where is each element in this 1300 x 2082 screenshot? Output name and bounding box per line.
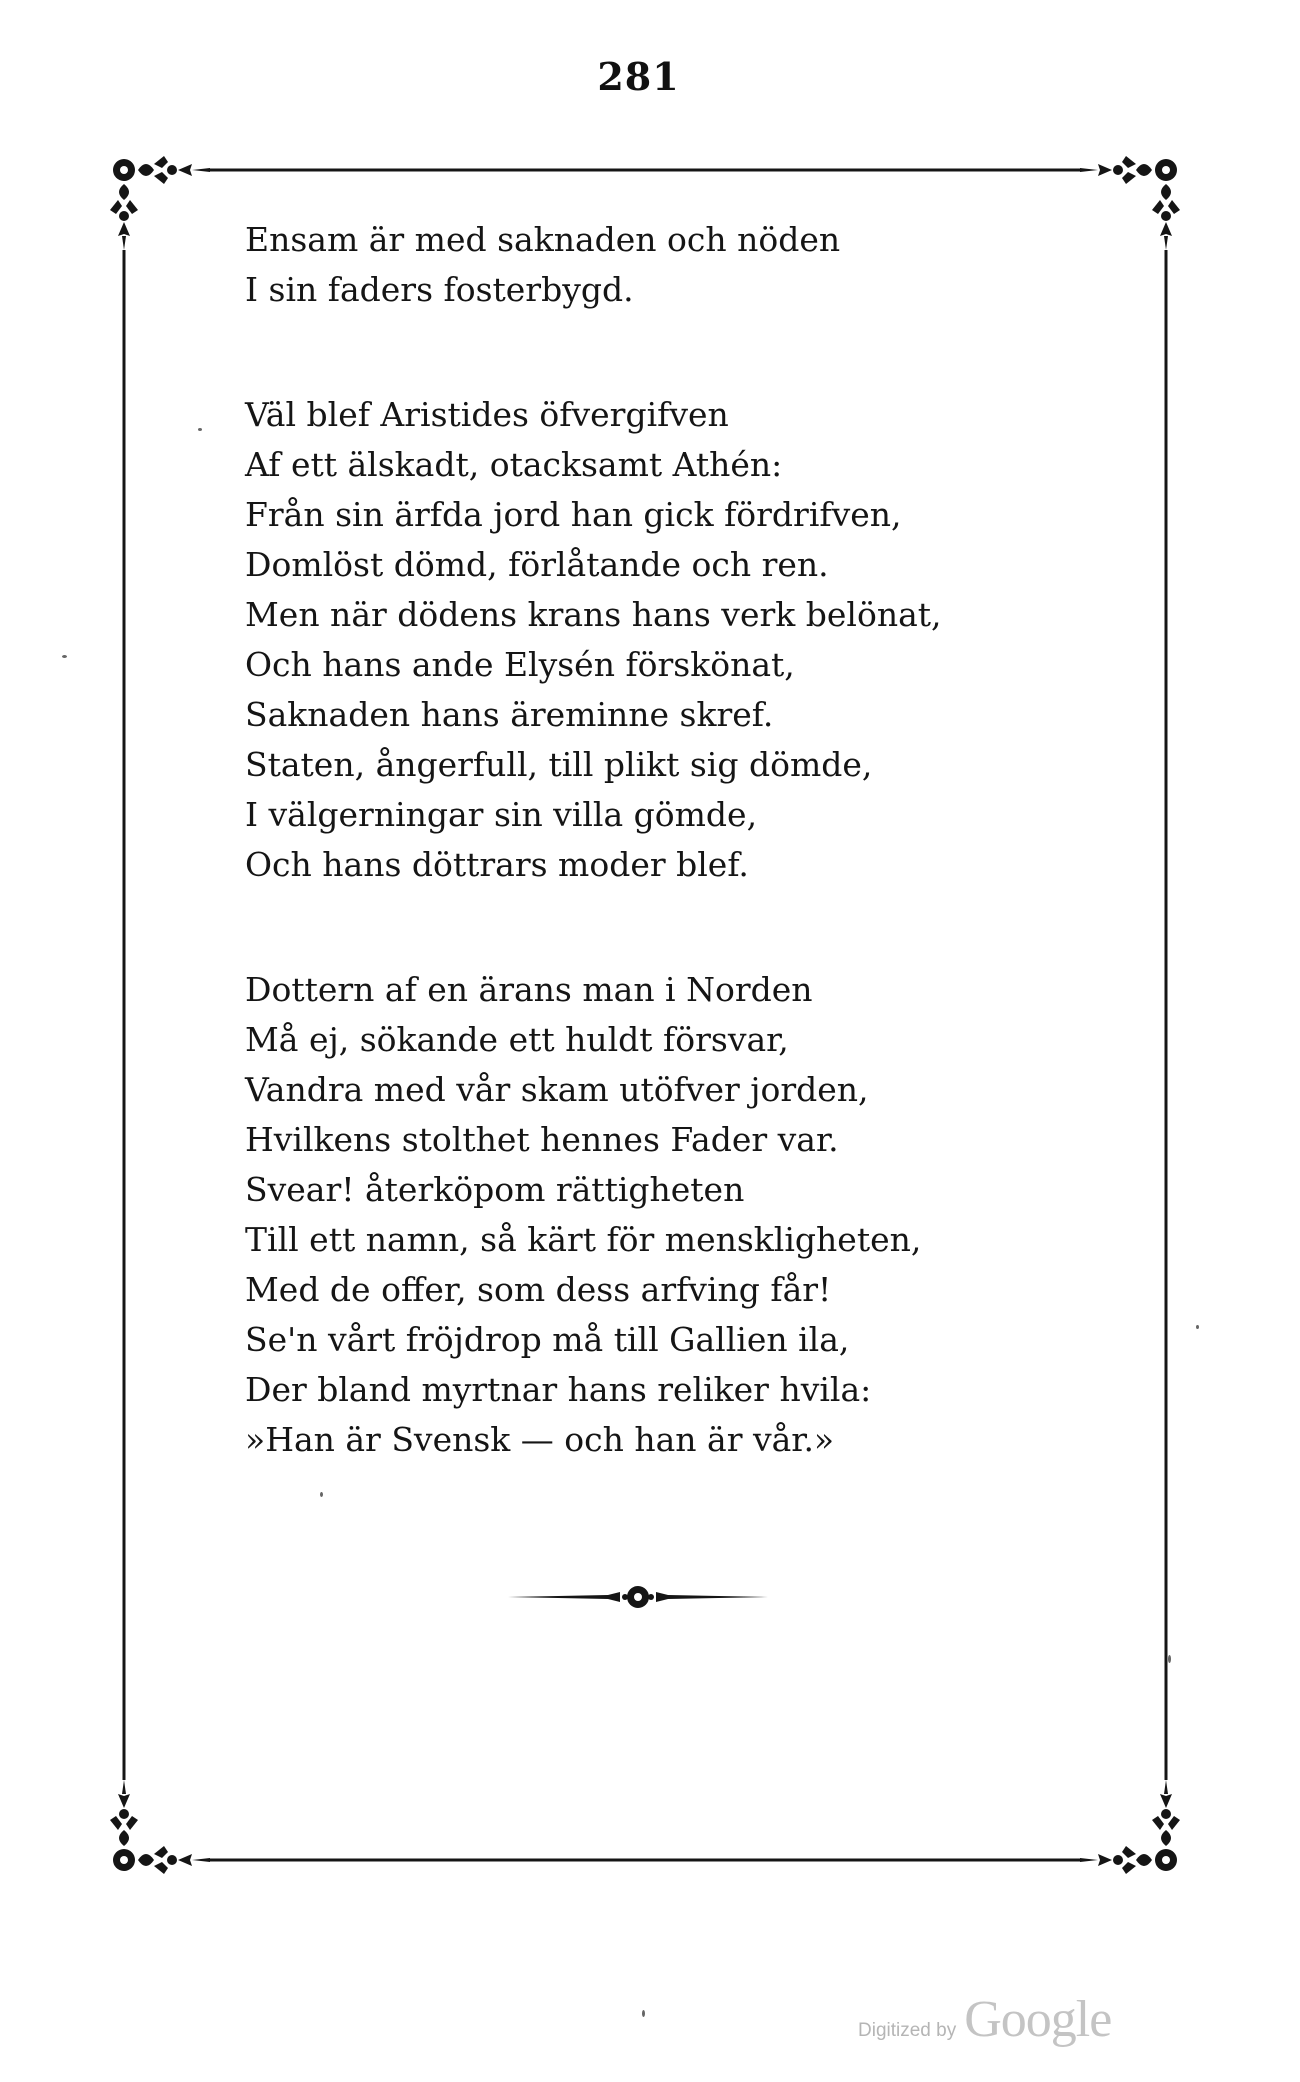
verse-line: Må ej, sökande ett huldt försvar,: [245, 1020, 789, 1059]
verse-line: Svear! återköpom rättigheten: [245, 1170, 745, 1209]
page-number: 281: [597, 54, 680, 99]
stanza: [245, 215, 1045, 315]
digitized-label: Digitized by: [858, 2020, 957, 2041]
verse-line: I sin faders fosterbygd.: [245, 270, 634, 309]
verse-line: Hvilkens stolthet hennes Fader var.: [245, 1120, 839, 1159]
verse-line: Vandra med vår skam utöfver jorden,: [245, 1070, 869, 1109]
tailpiece-svg: [508, 1582, 768, 1612]
verse-line: Dottern af en ärans man i Norden: [245, 970, 813, 1009]
stanza: [245, 965, 1045, 1465]
scan-speck: [1196, 1325, 1199, 1329]
scan-speck: [198, 428, 202, 431]
verse-line: Se'n vårt fröjdrop må till Gallien ila,: [245, 1320, 850, 1359]
verse-line: Från sin ärfda jord han gick fördrifven,: [245, 495, 902, 534]
scan-speck: [642, 2010, 645, 2017]
digitized-watermark: [858, 1990, 1111, 2049]
verse-line: Väl blef Aristides öfvergifven: [245, 395, 729, 434]
verse-line: »Han är Svensk — och han är vår.»: [245, 1420, 835, 1459]
verse-line: I välgerningar sin villa gömde,: [245, 795, 758, 834]
scan-speck: [1168, 1655, 1171, 1663]
verse-line: Der bland myrtnar hans reliker hvila:: [245, 1370, 872, 1409]
verse-line: Och hans ande Elysén förskönat,: [245, 645, 795, 684]
scan-speck: [320, 1492, 323, 1497]
poem-text: [245, 215, 1045, 1540]
verse-line: Med de offer, som dess arfving får!: [245, 1270, 832, 1309]
corner-ornament-bottom-right: [1080, 1780, 1180, 1874]
scan-speck: [62, 655, 67, 658]
verse-line: Af ett älskadt, otacksamt Athén:: [245, 445, 783, 484]
google-wordmark: Google: [964, 1991, 1112, 2048]
verse-line: Ensam är med saknaden och nöden: [245, 220, 841, 259]
corner-ornament-top-left: [110, 156, 210, 250]
verse-line: Staten, ångerfull, till plikt sig dömde,: [245, 745, 873, 784]
tailpiece-ornament: [508, 1582, 768, 1616]
verse-line: Saknaden hans äreminne skref.: [245, 695, 774, 734]
verse-line: Och hans döttrars moder blef.: [245, 845, 749, 884]
corner-ornament-bottom-left: [110, 1780, 210, 1874]
corner-ornament-top-right: [1080, 156, 1180, 250]
verse-line: Men när dödens krans hans verk belönat,: [245, 595, 942, 634]
verse-line: Domlöst dömd, förlåtande och ren.: [245, 545, 829, 584]
verse-line: Till ett namn, så kärt för menskligheten,: [245, 1220, 922, 1259]
stanza: [245, 390, 1045, 890]
